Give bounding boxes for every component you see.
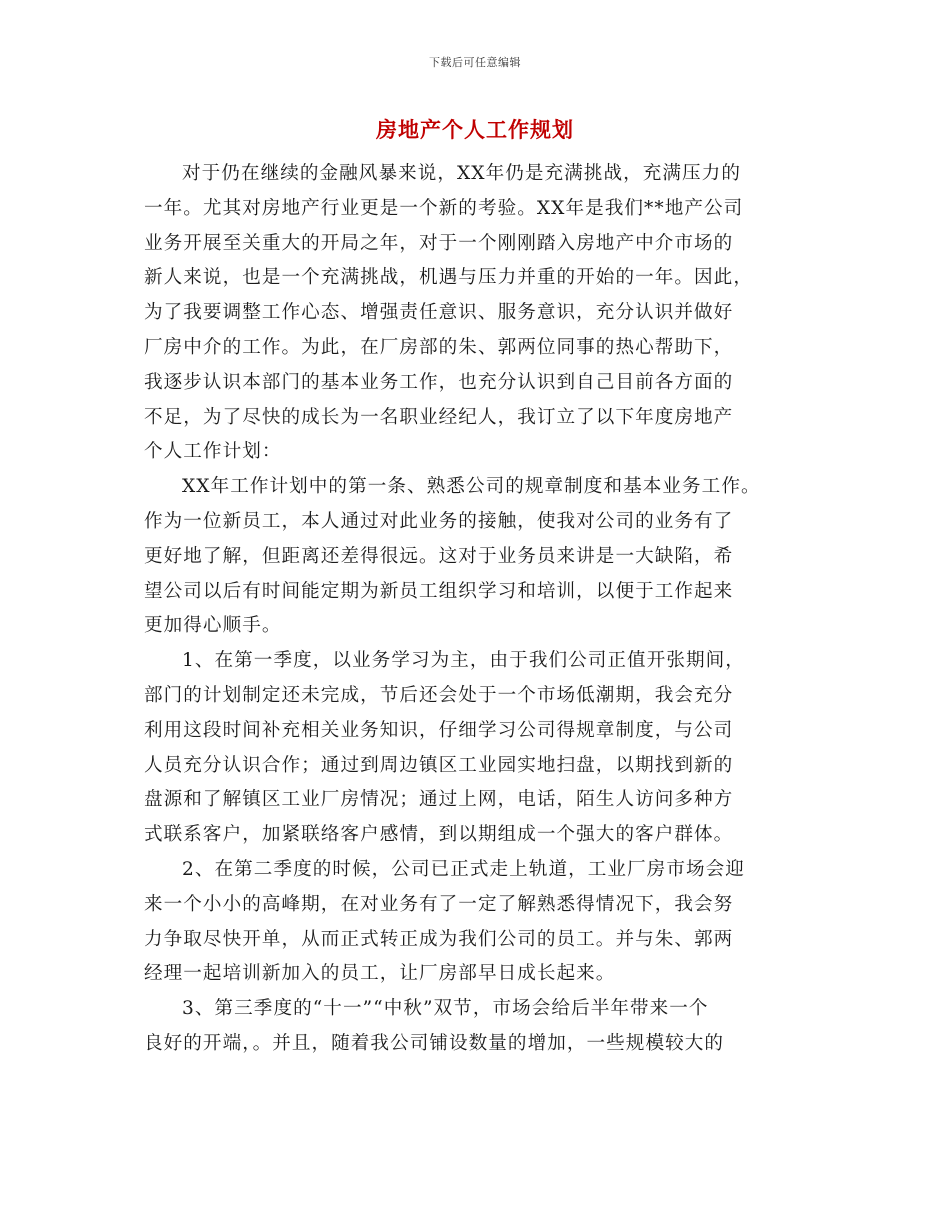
text-line: 经理一起培训新加入的员工，让厂房部早日成长起来。 <box>144 963 616 985</box>
text-line: 为了我要调整工作心态、增强责任意识、服务意识，充分认识并做好 <box>144 302 734 324</box>
text-line: 人员充分认识合作；通过到周边镇区工业园实地扫盘，以期找到新的 <box>144 754 734 776</box>
document-title: 房地产个人工作规划 <box>376 117 574 142</box>
text-line: 2、在第二季度的时候，公司已正式走上轨道，工业厂房市场会迎 <box>182 858 745 880</box>
text-line: 厂房中介的工作。为此，在厂房部的朱、郭两位同事的热心帮助下， <box>144 336 734 358</box>
document-body <box>144 157 814 1062</box>
text-line: 盘源和了解镇区工业厂房情况；通过上网，电话，陌生人访问多种方 <box>144 789 734 811</box>
paragraph-plan-first <box>144 470 814 644</box>
text-line: 来一个小小的高峰期，在对业务有了一定了解熟悉得情况下，我会努 <box>144 893 734 915</box>
text-line: 部门的计划制定还未完成，节后还会处于一个市场低潮期，我会充分 <box>144 684 734 706</box>
text-line: 我逐步认识本部门的基本业务工作，也充分认识到自己目前各方面的 <box>144 371 734 393</box>
text-line: 作为一位新员工，本人通过对此业务的接触，使我对公司的业务有了 <box>144 510 734 532</box>
header-note: 下载后可任意编辑 <box>429 56 521 69</box>
paragraph-quarter-1 <box>144 644 814 853</box>
text-line: 更加得心顺手。 <box>144 615 282 637</box>
paragraph-quarter-2 <box>144 853 814 992</box>
text-line: 不足，为了尽快的成长为一名职业经纪人，我订立了以下年度房地产 <box>144 406 734 428</box>
text-line: XX年工作计划中的第一条、熟悉公司的规章制度和基本业务工作。 <box>182 476 761 498</box>
text-line: 3、第三季度的“十一”“中秋”双节，市场会给后半年带来一个 <box>182 998 709 1020</box>
text-line: 对于仍在继续的金融风暴来说，XX年仍是充满挑战，充满压力的 <box>182 163 741 184</box>
text-line: 利用这段时间补充相关业务知识，仔细学习公司得规章制度，与公司 <box>144 719 734 741</box>
text-line: 良好的开端，。并且，随着我公司铺设数量的增加，一些规模较大的 <box>144 1032 725 1054</box>
text-line: 新人来说，也是一个充满挑战，机遇与压力并重的开始的一年。因此， <box>144 267 753 289</box>
text-line: 更好地了解，但距离还差得很远。这对于业务员来讲是一大缺陷，希 <box>144 545 734 567</box>
text-line: 式联系客户，加紧联络客户感情，到以期组成一个强大的客户群体。 <box>144 824 734 846</box>
text-line: 力争取尽快开单，从而正式转正成为我们公司的员工。并与朱、郭两 <box>144 928 734 950</box>
text-line: 个人工作计划： <box>144 441 282 463</box>
paragraph-quarter-3 <box>144 992 814 1062</box>
text-line: 业务开展至关重大的开局之年，对于一个刚刚踏入房地产中介市场的 <box>144 232 734 254</box>
text-line: 望公司以后有时间能定期为新员工组织学习和培训，以便于工作起来 <box>144 580 734 602</box>
text-line: 1、在第一季度，以业务学习为主，由于我们公司正值开张期间， <box>182 650 745 672</box>
paragraph-intro <box>144 157 814 470</box>
text-line: 一年。尤其对房地产行业更是一个新的考验。XX年是我们**地产公司 <box>144 197 744 219</box>
